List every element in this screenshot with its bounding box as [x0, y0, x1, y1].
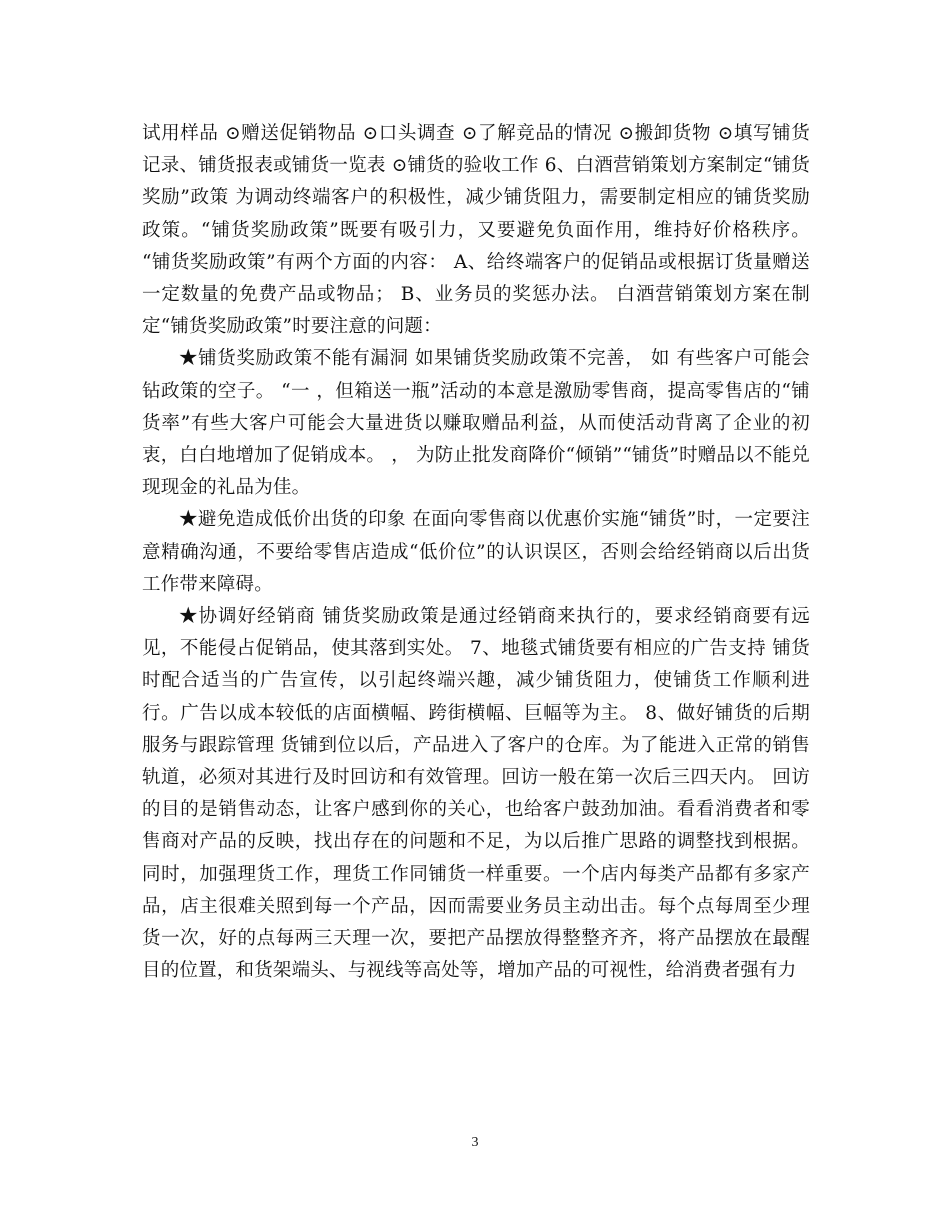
paragraph-3: ★避免造成低价出货的印象 在面向零售商以优惠价实施“铺货”时，一定要注意精确沟通，不要给零售店造成“低价位”的认识误区，否则会给经销商以后出货工作带来障碍。 — [142, 509, 810, 595]
body-text — [142, 118, 810, 987]
paragraph-2: ★铺货奖励政策不能有漏洞 如果铺货奖励政策不完善， 如 有些客户可能会钻政策的空子。 “一 ，但箱送一瓶”活动的本意是激励零售商，提高零售店的“铺货率”有些大客户可能会大量进货以赚取赠品利益，从而使活动背离了企业的初衷，白白地增加了促销成本。 ， 为防止批发商降价“倾销”“铺货”时赠品以不能兑现现金的礼品为佳。 — [142, 348, 810, 499]
page-number: 3 — [471, 1135, 479, 1150]
paragraph-4: ★协调好经销商 铺货奖励政策是通过经销商来执行的，要求经销商要有远见，不能侵占促销品，使其落到实处。 7、地毯式铺货要有相应的广告支持 铺货时配合适当的广告宣传，以引起终端兴趣，减少铺货阻力，使铺货工作顺利进行。广告以成本较低的店面横幅、跨街横幅、巨幅等为主。 8、做好铺货的后期服务与跟踪管理 货铺到位以后，产品进入了客户的仓库。为了能进入正常的销售轨道，必须对其进行及时回访和有效管理。回访一般在第一次后三四天内。 回访的目的是销售动态，让客户感到你的关心，也给客户鼓劲加油。看看消费者和零售商对产品的反映，找出存在的问题和不足，为以后推广思路的调整找到根据。 同时，加强理货工作，理货工作同铺货一样重要。一个店内每类产品都有多家产品，店主很难关照到每一个产品，因而需要业务员主动出击。每个点每周至少理货一次，好的点每两三天理一次，要把产品摆放得整整齐齐，将产品摆放在最醒目的位置，和货架端头、与视线等高处等，增加产品的可视性，给消费者强有力 — [142, 606, 810, 982]
paragraph-1: 试用样品 ⊙赠送促销物品 ⊙口头调查 ⊙了解竞品的情况 ⊙搬卸货物 ⊙填写铺货记录、铺货报表或铺货一览表 ⊙铺货的验收工作 6、白酒营销策划方案制定“铺货奖励”政策 为调动终端客户的积极性，减少铺货阻力，需要制定相应的铺货奖励政策。“铺货奖励政策”既要有吸引力，又要避免负面作用，维持好价格秩序。 “铺货奖励政策”有两个方面的内容： A、给终端客户的促销品或根据订货量赠送一定数量的免费产品或物品； B、业务员的奖惩办法。 白酒营销策划方案在制定“铺货奖励政策”时要注意的问题： — [142, 123, 810, 338]
